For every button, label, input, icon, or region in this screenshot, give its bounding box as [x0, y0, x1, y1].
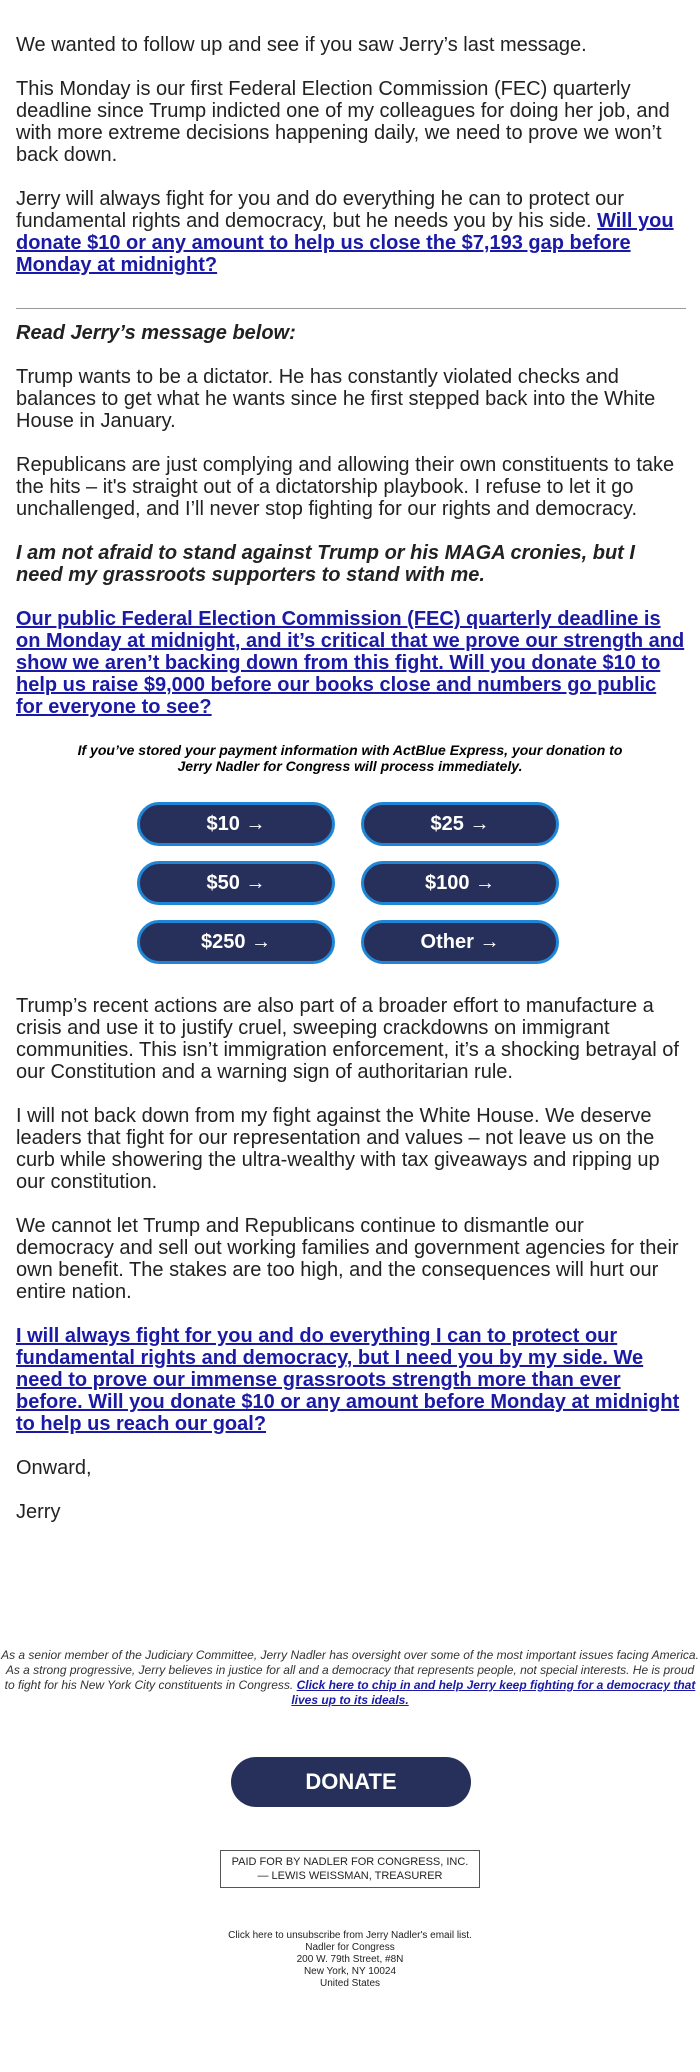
donate-other-button[interactable]: Other →: [361, 920, 559, 964]
donate-10-button[interactable]: $10 →: [137, 802, 335, 846]
intro-paragraph-1: We wanted to follow up and see if you saw Jerry’s last message.: [16, 34, 587, 56]
donate-link-reach-goal[interactable]: I will always fight for you and do everything I can to protect our fundamental rights and democracy, but I need you by my side. We need to prove our immense grassroots strength more than ever before. Will you donate $10 or any amount before Monday at midnight to help us reach our goal?: [16, 1325, 680, 1435]
footer-blurb-text: As a senior member of the Judiciary Committee, Jerry Nadler has oversight over some of the most important issues facing America. As a strong progressive, Jerry believes in justice for all and a democracy that represents people, not special interests. He is proud to fight for his New York City constituents in Congress.: [1, 1648, 699, 1692]
paid-for-line-2: — LEWIS WEISSMAN, TREASURER: [257, 1870, 443, 1882]
intro-paragraph-3-text: Jerry will always fight for you and do everything he can to protect our fundamental rights and democracy, but he needs you by his side.: [16, 188, 625, 232]
donate-100-button[interactable]: $100 →: [361, 861, 559, 905]
donate-link-fec-deadline[interactable]: Our public Federal Election Commission (FEC) quarterly deadline is on Monday at midnight, and it’s critical that we prove our strength and show we aren’t backing down from this fight. Will you donate $10 to help us raise $9,000 before our books close and numbers go public for everyone to see?: [16, 608, 685, 718]
address-country: United States: [319, 1978, 381, 1989]
footer-chip-in-link[interactable]: Click here to chip in and help Jerry keep fighting for a democracy that lives up to its ideals.: [291, 1678, 696, 1707]
message-paragraph-1: Trump wants to be a dictator. He has constantly violated checks and balances to get what he wants since he first stepped back into the White House in January.: [16, 366, 656, 432]
message-paragraph-3: I am not afraid to stand against Trump or his MAGA cronies, but I need my grassroots supporters to stand with me.: [16, 542, 635, 586]
signoff: Onward,: [16, 1457, 92, 1479]
mailing-address: [0, 1930, 700, 1990]
donate-25-button[interactable]: $25 →: [361, 802, 559, 846]
address-org: Nadler for Congress: [305, 1942, 395, 1953]
body-paragraph-4: [16, 1325, 686, 1435]
footer-blurb: [0, 1648, 700, 1708]
divider: [16, 308, 686, 309]
body-paragraph-3: We cannot let Trump and Republicans continue to dismantle our democracy and sell out working families and government agencies for their own benefit. The stakes are too high, and the consequences will hurt our entire nation.: [16, 1215, 679, 1303]
intro-paragraph-2: This Monday is our first Federal Election Commission (FEC) quarterly deadline since Trump indicted one of my colleagues for doing her job, and with more extreme decisions happening daily, we need to prove we won’t back down.: [16, 78, 670, 166]
message-paragraph-4: [16, 608, 686, 718]
paid-for-disclaimer: [220, 1850, 480, 1888]
donate-250-button[interactable]: $250 →: [137, 920, 335, 964]
donate-link-gap[interactable]: Will you donate $10 or any amount to help us close the $7,193 gap before Monday at midnight?: [16, 210, 674, 276]
body-paragraph-2: I will not back down from my fight against the White House. We deserve leaders that fight for our representation and values – not leave us on the curb while showering the ultra-wealthy with tax giveaways and ripping up our constitution.: [16, 1105, 660, 1193]
unsubscribe-link[interactable]: Click here to unsubscribe from Jerry Nadler's email list.: [228, 1930, 472, 1941]
donate-button[interactable]: DONATE: [231, 1757, 471, 1807]
donate-50-button[interactable]: $50 →: [137, 861, 335, 905]
actblue-note: If you’ve stored your payment information with ActBlue Express, your donation to Jerry Nadler for Congress will process immediately.: [77, 742, 623, 774]
address-city: New York, NY 10024: [303, 1966, 397, 1977]
message-heading: Read Jerry’s message below:: [16, 322, 296, 344]
signature: Jerry: [16, 1501, 61, 1523]
address-street: 200 W. 79th Street, #8N: [296, 1954, 404, 1965]
body-paragraph-1: Trump’s recent actions are also part of a broader effort to manufacture a crisis and use it to justify cruel, sweeping crackdowns on immigrant communities. This isn’t immigration enforcement, it’s a shocking betrayal of our Constitution and a warning sign of authoritarian rule.: [16, 995, 679, 1083]
paid-for-line-1: PAID FOR BY NADLER FOR CONGRESS, INC.: [231, 1856, 469, 1868]
message-paragraph-2: Republicans are just complying and allowing their own constituents to take the hits – it's straight out of a dictatorship playbook. I refuse to let it go unchallenged, and I’ll never stop fighting for our rights and democracy.: [16, 454, 675, 520]
intro-paragraph-3: [16, 188, 686, 276]
